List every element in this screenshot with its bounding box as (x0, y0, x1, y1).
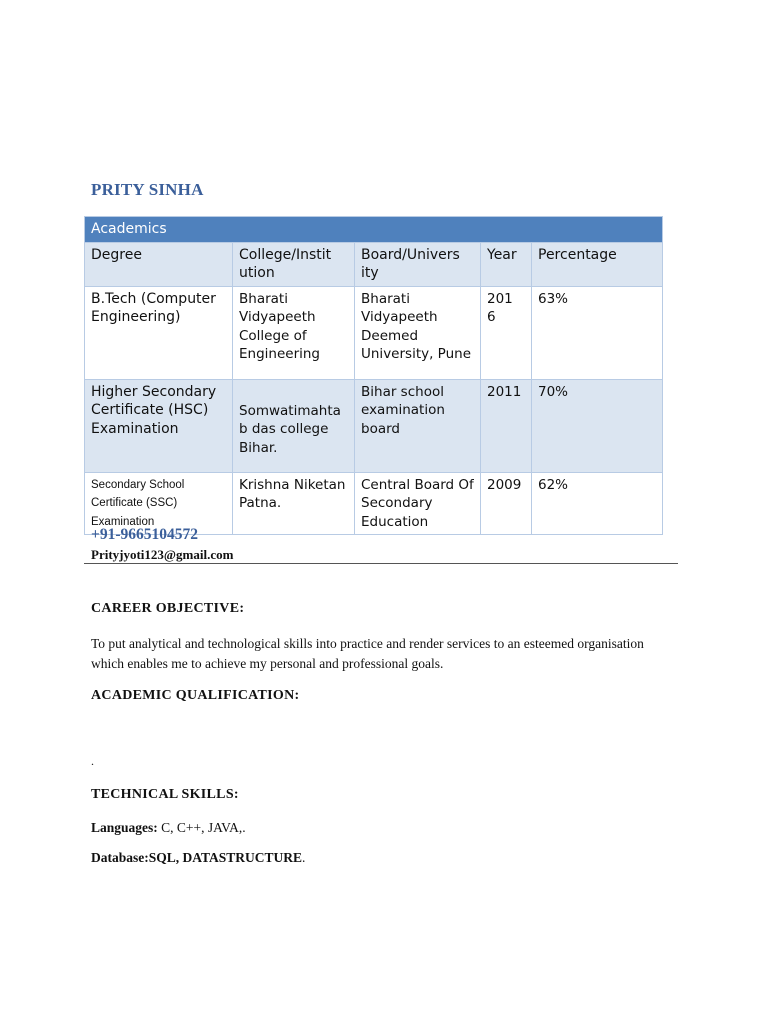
database-suffix: . (302, 850, 306, 865)
database-label: Database:SQL, DATASTRUCTURE (91, 850, 303, 865)
cell-degree: Secondary School Certificate (SSC) Examination (85, 472, 233, 535)
table-header-row (85, 242, 663, 286)
academics-table (84, 216, 663, 535)
cell-board: Bharati Vidyapeeth Deemed University, Pune (355, 286, 481, 379)
cell-board: Central Board Of Secondary Education (355, 472, 481, 535)
header-percentage: Percentage (532, 242, 663, 286)
cell-percentage: 62% (532, 472, 663, 535)
cell-percentage: 70% (532, 379, 663, 472)
cell-year: 201 6 (481, 286, 532, 379)
languages-line (91, 820, 246, 836)
academics-header-band (85, 217, 663, 243)
cell-degree: Higher Secondary Certificate (HSC) Examination (85, 379, 233, 472)
phone-number: +91-9665104572 (91, 526, 198, 543)
cell-year: 2009 (481, 472, 532, 535)
career-objective-text: To put analytical and technological skills into practice and render services to an esteemed organisation which enables me to achieve my personal and professional goals. (91, 636, 644, 671)
career-objective-heading: CAREER OBJECTIVE: (91, 601, 245, 616)
cell-year: 2011 (481, 379, 532, 472)
header-college: College/Instit ution (233, 242, 355, 286)
database-line (91, 850, 305, 866)
cell-degree: B.Tech (Computer Engineering) (85, 286, 233, 379)
languages-value: C, C++, JAVA,. (157, 820, 246, 835)
candidate-name: PRITY SINHA (91, 180, 204, 199)
header-degree: Degree (85, 242, 233, 286)
technical-skills-heading: TECHNICAL SKILLS: (91, 787, 239, 802)
languages-label: Languages: (91, 820, 158, 835)
table-row (85, 286, 663, 379)
academics-title: Academics (85, 217, 663, 243)
header-year: Year (481, 242, 532, 286)
cell-board: Bihar school examination board (355, 379, 481, 472)
cell-college: Krishna Niketan Patna. (233, 472, 355, 535)
header-board: Board/Univers ity (355, 242, 481, 286)
cell-college: Somwatimahta b das college Bihar. (233, 379, 355, 472)
academic-qualification-heading: ACADEMIC QUALIFICATION: (91, 688, 300, 703)
stray-dot: . (91, 754, 94, 768)
table-row (85, 379, 663, 472)
email-address: Prityjyoti123@gmail.com (91, 547, 234, 562)
divider-line (84, 563, 678, 564)
cell-percentage: 63% (532, 286, 663, 379)
cell-college: Bharati Vidyapeeth College of Engineering (233, 286, 355, 379)
